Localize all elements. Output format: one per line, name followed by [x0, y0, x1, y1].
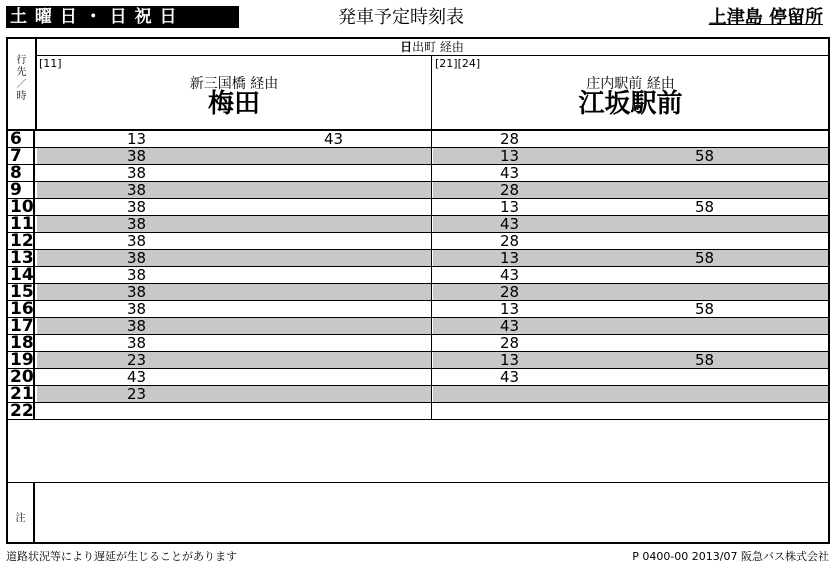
- left-destination-header: [37, 56, 432, 129]
- hour-row: [8, 165, 828, 182]
- right-minutes-cell: [433, 369, 828, 385]
- left-minutes-cell: [37, 148, 432, 164]
- departure-minute: 38: [127, 266, 147, 284]
- departure-minute: 43: [500, 368, 520, 386]
- left-destination-name: 梅田: [207, 89, 260, 119]
- hour-label: 18: [10, 333, 34, 353]
- departure-minute: 38: [127, 215, 147, 233]
- departure-minute: 13: [500, 147, 520, 165]
- left-minutes-cell: [37, 403, 432, 419]
- departure-minute: 13: [500, 351, 520, 369]
- common-via-rest: 出町 経由: [412, 40, 464, 54]
- right-minutes-cell: [433, 403, 828, 419]
- departure-minute: 38: [127, 164, 147, 182]
- departure-grid: [8, 129, 828, 420]
- departure-minute: 58: [695, 351, 715, 369]
- timetable-title: 発車予定時刻表: [338, 7, 464, 28]
- corner-line: ／: [16, 79, 27, 90]
- hour-row: [8, 216, 828, 233]
- timetable-frame: [6, 37, 830, 544]
- departure-minute: 28: [500, 130, 520, 148]
- departure-minute: 38: [127, 283, 147, 301]
- hour-row: [8, 199, 828, 216]
- left-minutes-cell: [37, 182, 432, 198]
- hour-label: 11: [10, 214, 34, 234]
- departure-minute: 43: [500, 215, 520, 233]
- right-minutes-cell: [433, 250, 828, 266]
- left-minutes-cell: [37, 335, 432, 351]
- right-minutes-cell: [433, 386, 828, 402]
- right-minutes-cell: [433, 267, 828, 283]
- left-minutes-cell: [37, 233, 432, 249]
- right-route-tag: [21][24]: [435, 57, 481, 70]
- departure-minute: 43: [500, 266, 520, 284]
- departure-minute: 13: [500, 198, 520, 216]
- departure-minute: 38: [127, 249, 147, 267]
- departure-minute: 13: [500, 300, 520, 318]
- departure-minute: 38: [127, 300, 147, 318]
- corner-line: 時: [16, 91, 27, 102]
- hour-label: 20: [10, 367, 34, 387]
- hour-label: 7: [8, 148, 35, 164]
- hour-row: [8, 335, 828, 352]
- departure-minute: 38: [127, 317, 147, 335]
- departure-minute: 13: [127, 130, 147, 148]
- left-minutes-cell: [37, 369, 432, 385]
- hour-row: [8, 369, 828, 386]
- hour-label: 16: [10, 299, 34, 319]
- corner-line: 行: [16, 55, 27, 66]
- right-minutes-cell: [433, 216, 828, 232]
- departure-minute: 28: [500, 181, 520, 199]
- hour-row: [8, 131, 828, 148]
- hour-row: [8, 233, 828, 250]
- hour-row: [8, 148, 828, 165]
- hour-label: 6: [8, 131, 35, 147]
- common-via-prefix: 日: [400, 40, 413, 54]
- departure-minute: 13: [500, 249, 520, 267]
- hour-label: 12: [10, 231, 34, 251]
- departure-minute: 28: [500, 232, 520, 250]
- right-minutes-cell: [433, 352, 828, 368]
- hour-label: 19: [10, 350, 34, 370]
- right-minutes-cell: [433, 165, 828, 181]
- departure-minute: 38: [127, 181, 147, 199]
- hour-label: 14: [10, 265, 34, 285]
- departure-minute: 38: [127, 198, 147, 216]
- left-minutes-cell: [37, 131, 432, 147]
- departure-minute: 58: [695, 300, 715, 318]
- stop-name: 上津島 停留所: [708, 7, 823, 28]
- right-minutes-cell: [433, 301, 828, 317]
- notes-label: 注: [8, 483, 35, 542]
- hour-row: [8, 318, 828, 335]
- hour-row: [8, 267, 828, 284]
- left-via: 新三国橋 経由: [189, 76, 279, 92]
- hour-label: 9: [8, 182, 35, 198]
- common-via-header: [36, 39, 828, 56]
- departure-minute: 38: [127, 232, 147, 250]
- right-minutes-cell: [433, 199, 828, 215]
- right-minutes-cell: [433, 182, 828, 198]
- departure-minute: 58: [695, 198, 715, 216]
- departure-minute: 43: [324, 130, 344, 148]
- departure-minute: 43: [500, 317, 520, 335]
- hour-row: [8, 301, 828, 318]
- hour-label: 17: [10, 316, 34, 336]
- departure-minute: 38: [127, 334, 147, 352]
- left-minutes-cell: [37, 301, 432, 317]
- right-minutes-cell: [433, 318, 828, 334]
- left-minutes-cell: [37, 318, 432, 334]
- hour-row: [8, 182, 828, 199]
- publisher-code: P 0400-00 2013/07 阪急バス株式会社: [632, 550, 829, 563]
- hour-label: 15: [10, 282, 34, 302]
- hour-label: 10: [10, 197, 34, 217]
- hour-row: [8, 386, 828, 403]
- left-minutes-cell: [37, 199, 432, 215]
- hour-label: 21: [10, 384, 34, 404]
- left-minutes-cell: [37, 165, 432, 181]
- corner-line: 先: [16, 67, 27, 78]
- hour-row: [8, 284, 828, 301]
- departure-minute: 38: [127, 147, 147, 165]
- left-minutes-cell: [37, 284, 432, 300]
- hour-label: 8: [8, 165, 35, 181]
- departure-minute: 43: [500, 164, 520, 182]
- delay-disclaimer: 道路状況等により遅延が生じることがあります: [6, 550, 237, 563]
- right-destination-header: [433, 56, 828, 129]
- notes-row: [8, 482, 828, 542]
- hour-row: [8, 403, 828, 420]
- departure-minute: 23: [127, 385, 147, 403]
- right-minutes-cell: [433, 335, 828, 351]
- departure-minute: 58: [695, 249, 715, 267]
- hour-row: [8, 250, 828, 267]
- departure-minute: 23: [127, 351, 147, 369]
- day-type-badge: 土 曜 日 ・ 日 祝 日: [6, 6, 239, 28]
- departure-minute: 28: [500, 334, 520, 352]
- right-minutes-cell: [433, 284, 828, 300]
- left-minutes-cell: [37, 216, 432, 232]
- right-via: 庄内駅前 経由: [586, 76, 675, 92]
- hour-row: [8, 352, 828, 369]
- right-minutes-cell: [433, 131, 828, 147]
- right-destination-name: 江坂駅前: [578, 89, 683, 119]
- left-minutes-cell: [37, 386, 432, 402]
- hour-label: 22: [10, 401, 34, 421]
- departure-minute: 58: [695, 147, 715, 165]
- left-minutes-cell: [37, 267, 432, 283]
- right-minutes-cell: [433, 233, 828, 249]
- departure-minute: 28: [500, 283, 520, 301]
- left-minutes-cell: [37, 250, 432, 266]
- left-minutes-cell: [37, 352, 432, 368]
- right-minutes-cell: [433, 148, 828, 164]
- left-route-tag: [11]: [39, 57, 62, 70]
- departure-minute: 43: [127, 368, 147, 386]
- hour-label: 13: [10, 248, 34, 268]
- destination-hour-corner: [8, 39, 37, 129]
